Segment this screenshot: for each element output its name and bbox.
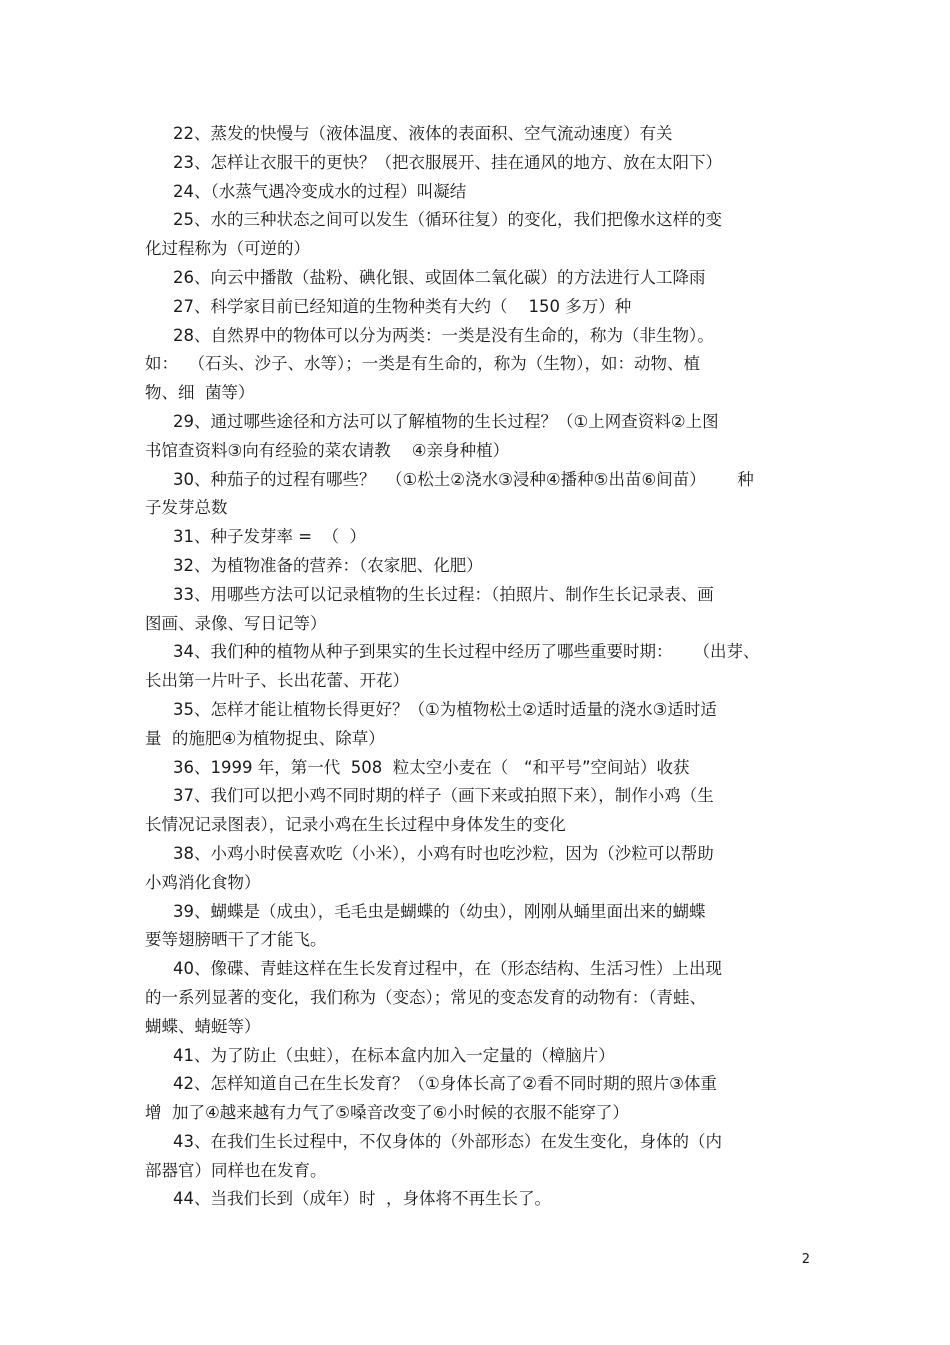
text-line: 38、小鸡小时侯喜欢吃（小米），小鸡有时也吃沙粒，因为（沙粒可以帮助 [173,843,714,863]
text-line: 44、当我们长到（成年）时 ，身体将不再生长了。 [173,1189,551,1209]
text-line: 28、自然界中的物体可以分为两类：一类是没有生命的，称为（非生物）。 [173,325,714,345]
text-line: 化过程称为（可逆的） [145,239,310,259]
text-line: 蝴蝶、蜻蜓等） [145,1016,261,1036]
text-line: 40、像碟、青蛙这样在生长发育过程中，在（形态结构、生活习性）上出现 [173,959,722,979]
text-line: 42、怎样知道自己在生长发育？（①身体长高了②看不同时期的照片③体重 [173,1074,717,1094]
text-line: 图画、录像、写日记等） [145,613,327,633]
text-line: 书馆查资料③向有经验的菜农请教 ④亲身种植） [145,440,510,460]
text-line: 43、在我们生长过程中，不仅身体的（外部形态）在发生变化，身体的（内 [173,1131,722,1151]
text-line: 要等翅膀晒干了才能飞。 [145,930,327,950]
text-line: 24、（水蒸气遇冷变成水的过程）叫凝结 [173,181,467,201]
text-line: 子发芽总数 [145,498,228,518]
text-line: 增 加了④越来越有力气了⑤嗓音改变了⑥小时候的衣服不能穿了） [145,1103,629,1123]
text-line: 31、种子发芽率 = （ ） [173,527,367,547]
text-line: 长出第一片叶子、长出花蕾、开花） [145,671,409,691]
text-line: 如： （石头、沙子、水等）；一类是有生命的，称为（生物），如：动物、植 [145,354,700,374]
document-body [145,120,810,1214]
text-line: 34、我们种的植物从种子到果实的生长过程中经历了哪些重要时期： （出芽、 [173,642,760,662]
page-number: 2 [801,1252,810,1267]
text-line: 41、为了防止（虫蛀），在标本盒内加入一定量的（樟脑片） [173,1045,615,1065]
text-line: 物、细 菌等） [145,383,255,403]
text-line: 小鸡消化食物） [145,872,261,892]
text-line: 长情况记录图表），记录小鸡在生长过程中身体发生的变化 [145,815,566,835]
text-line: 27、科学家目前已经知道的生物种类有大约（ 150 多万）种 [173,296,632,316]
text-line: 22、蒸发的快慢与（液体温度、液体的表面积、空气流动速度）有关 [173,124,673,143]
text-line: 33、用哪些方法可以记录植物的生长过程：（拍照片、制作生长记录表、画 [173,584,714,604]
text-line: 25、水的三种状态之间可以发生（循环往复）的变化，我们把像水这样的变 [173,210,722,230]
text-line: 37、我们可以把小鸡不同时期的样子（画下来或拍照下来），制作小鸡（生 [173,786,714,806]
text-line: 23、怎样让衣服干的更快？（把衣服展开、挂在通风的地方、放在太阳下） [173,152,722,172]
text-line: 26、向云中播散（盐粉、碘化银、或固体二氧化碳）的方法进行人工降雨 [173,267,706,287]
text-line: 30、种茄子的过程有哪些？ （①松土②浇水③浸种④播种⑤出苗⑥间苗） 种 [173,469,754,489]
text-line: 39、蝴蝶是（成虫），毛毛虫是蝴蝶的（幼虫），刚刚从蛹里面出来的蝴蝶 [173,901,706,921]
text-line: 29、通过哪些途径和方法可以了解植物的生长过程？（①上网查资料②上图 [173,411,719,431]
text-line: 量 的施肥④为植物捉虫、除草） [145,728,385,748]
text-line: 32、为植物准备的营养：（农家肥、化肥） [173,555,483,575]
text-line: 35、怎样才能让植物长得更好？（①为植物松土②适时适量的浇水③适时适 [173,699,717,719]
text-line: 36、1999 年，第一代 508 粒太空小麦在（ “和平号”空间站）收获 [173,757,690,777]
text-line: 的一系列显著的变化，我们称为（变态）；常见的变态发育的动物有：（青蛙、 [145,987,706,1007]
text-line: 部器官）同样也在发育。 [145,1160,327,1180]
